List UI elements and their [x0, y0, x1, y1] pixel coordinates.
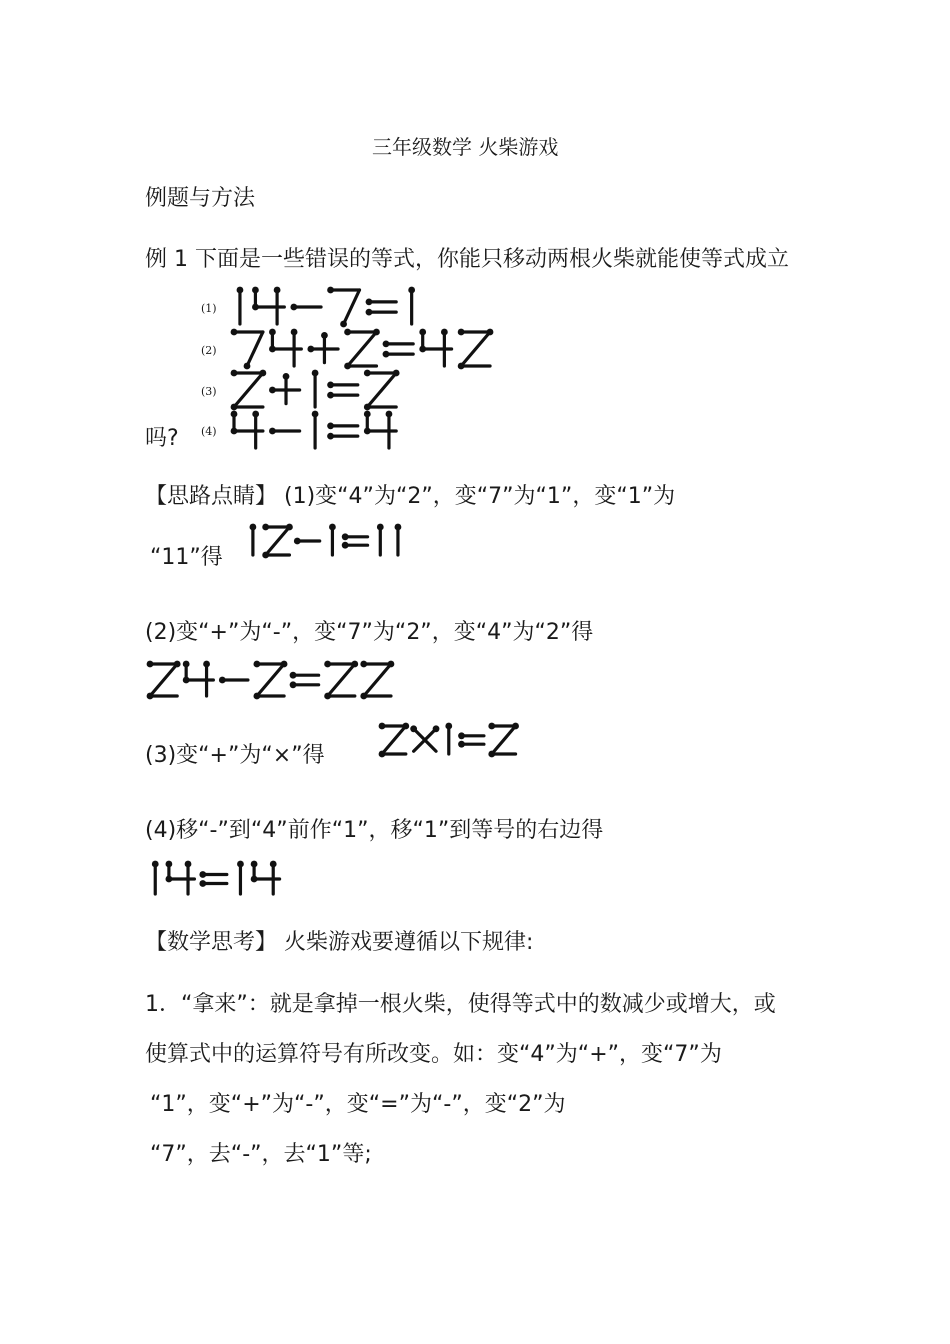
hint-line-4: (3)变“+”为“×”得 [145, 743, 325, 768]
match-head [342, 533, 349, 540]
match-head [344, 329, 351, 336]
matchstick [364, 664, 391, 696]
matchstick-equation-4 [230, 410, 410, 452]
match-head [327, 287, 334, 294]
match-head [166, 861, 173, 868]
match-head [441, 329, 448, 336]
match-head [321, 332, 328, 339]
matchstick [150, 664, 177, 696]
match-head [366, 309, 373, 316]
match-head [307, 346, 314, 353]
figure-label-4: (4) [201, 425, 217, 438]
matchstick [247, 332, 263, 366]
matchstick-answer-3 [378, 722, 528, 758]
match-head [410, 725, 417, 732]
match-head [269, 387, 276, 394]
rule1-line-1: 1．“拿来”：就是拿掉一根火柴，使得等式中的数减少或增大，或 [145, 992, 776, 1017]
rule1-line-2: 使算式中的运算符号有所改变。如：变“4”为“+”，变“7”为 [145, 1042, 722, 1067]
match-head [408, 287, 415, 294]
match-head [340, 321, 347, 328]
match-head [383, 341, 390, 348]
page-title: 三年级数学 火柴游戏 [372, 135, 559, 159]
match-head [269, 346, 276, 353]
matchstick [257, 664, 284, 696]
match-head [281, 661, 288, 668]
match-head [458, 363, 465, 370]
match-head [166, 876, 173, 883]
match-head [327, 433, 334, 440]
match-head [360, 693, 367, 700]
match-head [458, 741, 465, 748]
match-head [183, 661, 190, 668]
match-head [324, 661, 331, 668]
match-head [324, 693, 331, 700]
match-head [379, 751, 386, 758]
match-head [342, 542, 349, 549]
match-head [152, 861, 159, 868]
match-head [250, 524, 257, 531]
match-head [364, 428, 371, 435]
matchstick-answer-1 [244, 523, 415, 559]
match-head [402, 723, 409, 730]
match-head [147, 693, 154, 700]
matchstick [382, 726, 406, 754]
rule1-line-4: “7”，去“-”，去“1”等; [150, 1142, 372, 1167]
match-head [147, 661, 154, 668]
match-head [260, 370, 267, 377]
match-head [252, 411, 259, 418]
match-head [329, 524, 336, 531]
match-head [388, 661, 395, 668]
match-head [237, 287, 244, 294]
match-head [231, 329, 238, 336]
match-head [252, 304, 259, 311]
figure-label-1: (1) [201, 302, 217, 315]
match-head [393, 370, 400, 377]
match-head [373, 329, 380, 336]
match-head [203, 661, 210, 668]
match-head [283, 373, 290, 380]
match-head [231, 428, 238, 435]
hint-line-5: (4)移“-”到“4”前作“1”，移“1”到等号的右边得 [145, 818, 604, 843]
match-head [364, 411, 371, 418]
match-head [262, 524, 269, 531]
match-head [487, 329, 494, 336]
match-head [360, 661, 367, 668]
match-head [183, 677, 190, 684]
match-head [327, 392, 334, 399]
match-head [366, 299, 373, 306]
match-head [290, 672, 297, 679]
match-head [237, 861, 244, 868]
match-head [269, 329, 276, 336]
match-head [253, 661, 260, 668]
match-head [488, 751, 495, 758]
match-head [351, 661, 358, 668]
figure-label-2: (2) [201, 344, 217, 357]
match-head [512, 723, 519, 730]
match-head [251, 876, 258, 883]
match-head [231, 411, 238, 418]
example1-tail: 吗? [145, 426, 179, 451]
match-head [185, 861, 192, 868]
match-head [174, 661, 181, 668]
matchstick [344, 290, 360, 324]
match-head [419, 329, 426, 336]
match-head [458, 732, 465, 739]
figure-label-3: (3) [201, 385, 217, 398]
match-head [386, 411, 393, 418]
example1-text: 例 1 下面是一些错误的等式，你能只移动两根火柴就能使等式成立 [145, 247, 789, 272]
matchstick [348, 332, 377, 366]
match-head [312, 370, 319, 377]
match-head [445, 723, 452, 730]
match-head [294, 538, 301, 545]
matchstick-equation-3 [230, 369, 410, 411]
match-head [458, 329, 465, 336]
matchstick-equation-1 [230, 286, 432, 328]
match-head [253, 693, 260, 700]
hint-line-1: 【思路点睛】 (1)变“4”为“2”，变“7”为“1”，变“1”为 [145, 484, 676, 509]
match-head [395, 524, 402, 531]
match-head [199, 880, 206, 887]
match-head [270, 861, 277, 868]
hint-line-2: “11”得 [150, 545, 223, 570]
match-head [274, 287, 281, 294]
match-head [291, 329, 298, 336]
match-head [219, 677, 226, 684]
section-heading: 例题与方法 [145, 186, 256, 211]
hint-line-3: (2)变“+”为“-”，变“7”为“2”，变“4”为“2”得 [145, 620, 594, 645]
match-head [433, 725, 440, 732]
match-head [290, 304, 297, 311]
matchstick [461, 332, 490, 366]
matchstick-answer-2 [146, 660, 404, 700]
match-head [262, 552, 269, 559]
thinking-heading: 【数学思考】 火柴游戏要遵循以下规律: [145, 930, 534, 955]
match-head [290, 681, 297, 688]
match-head [199, 871, 206, 878]
match-head [379, 723, 386, 730]
match-head [231, 370, 238, 377]
match-head [383, 351, 390, 358]
matchstick [328, 664, 355, 696]
match-head [488, 723, 495, 730]
match-head [364, 370, 371, 377]
match-head [312, 411, 319, 418]
matchstick [367, 373, 396, 407]
matchstick [266, 527, 290, 555]
match-head [327, 382, 334, 389]
matchstick-answer-4 [146, 860, 292, 898]
rule1-line-3: “1”，变“+”为“-”，变“=”为“-”，变“2”为 [150, 1092, 566, 1117]
match-head [327, 423, 334, 430]
match-head [419, 346, 426, 353]
match-head [251, 861, 258, 868]
match-head [269, 428, 276, 435]
match-head [377, 524, 384, 531]
matchstick [492, 726, 516, 754]
matchstick [234, 373, 263, 407]
match-head [286, 524, 293, 531]
match-head [252, 287, 259, 294]
matchstick-equation-2 [230, 328, 504, 370]
